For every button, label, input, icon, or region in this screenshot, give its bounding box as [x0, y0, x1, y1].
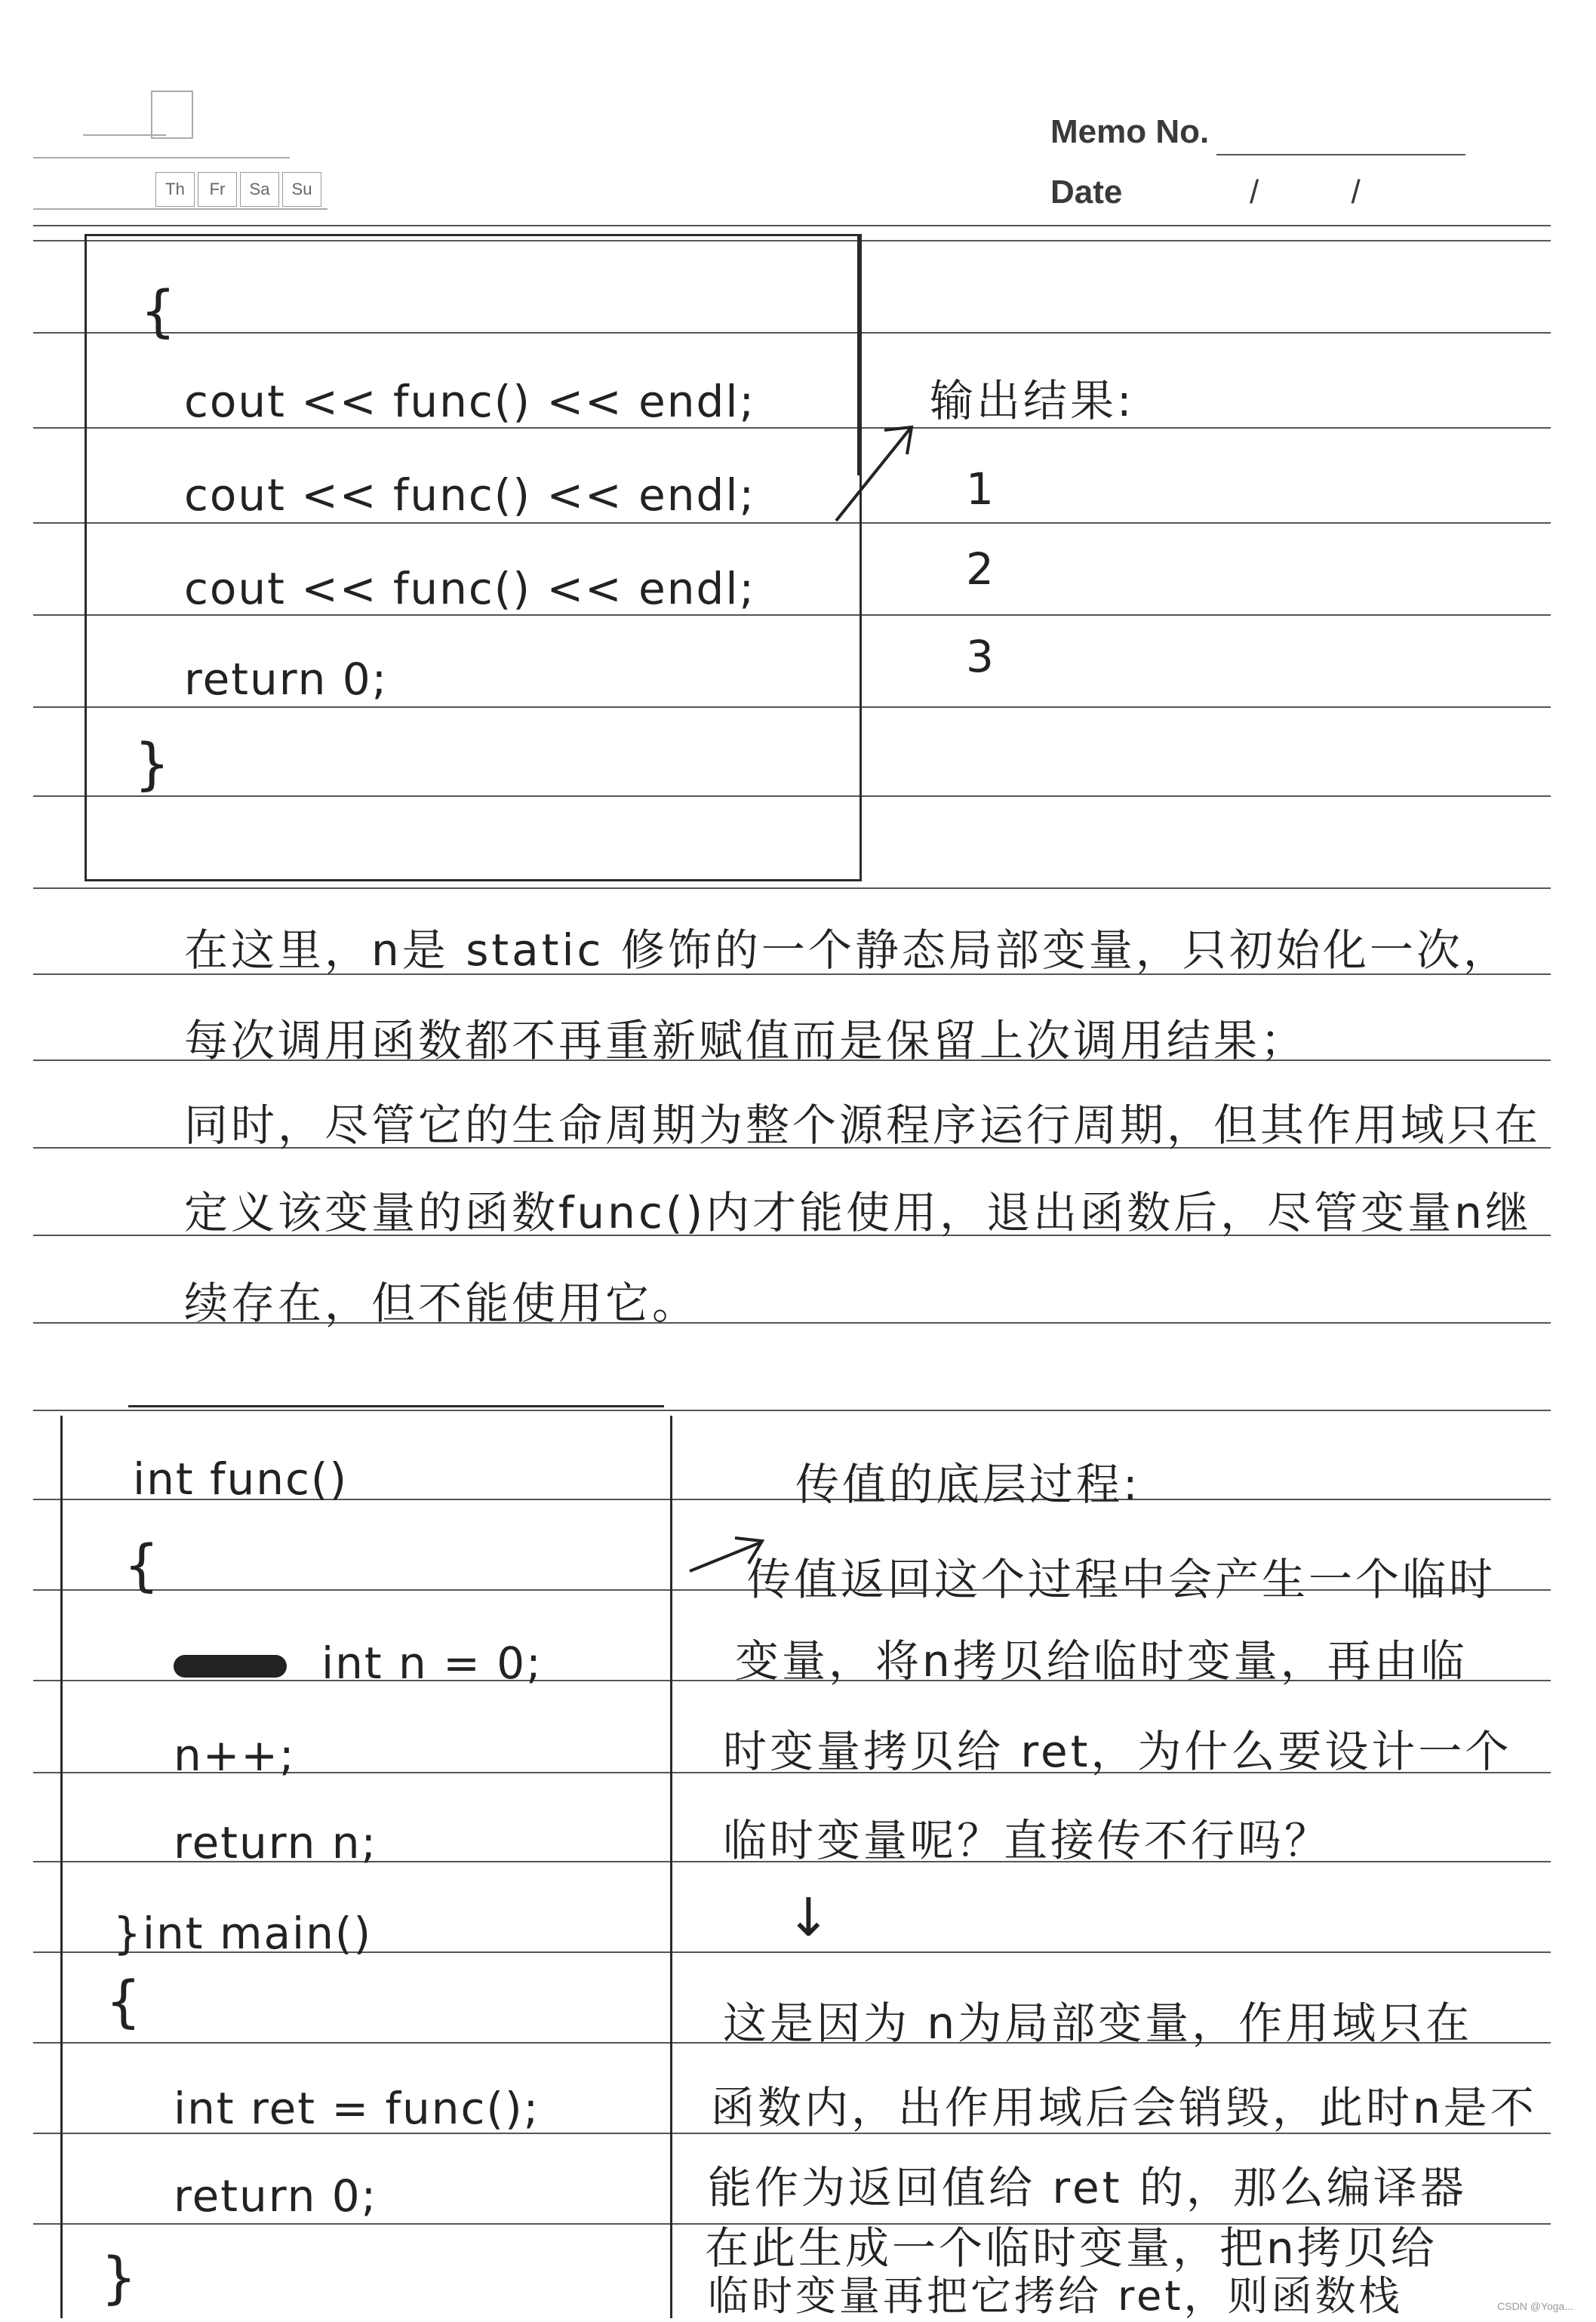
crossed-out-scribble	[174, 1655, 287, 1678]
explanation-line: 函数内，出作用域后会销毁，此时n是不	[711, 2082, 1537, 2133]
output-title: 输出结果:	[930, 375, 1135, 426]
ruled-line	[33, 225, 1551, 226]
code-line: return 0;	[184, 654, 389, 705]
code-box-main	[85, 234, 862, 881]
notebook-logo-mark	[151, 91, 193, 139]
code-line: }	[101, 2246, 139, 2311]
date-label: Date	[1050, 174, 1123, 211]
note-line: 定义该变量的函数func()内才能使用，退出函数后，尽管变量n继	[184, 1187, 1532, 1238]
note-line: 每次调用函数都不再重新赋值而是保留上次调用结果；	[184, 1015, 1308, 1066]
header-short-rule	[83, 134, 166, 136]
code-line: int func()	[133, 1453, 349, 1505]
date-slashes: / /	[1250, 174, 1361, 211]
explanation-title: 传值的底层过程:	[795, 1459, 1141, 1510]
day-cell-su: Su	[282, 172, 321, 207]
code-open-brace: {	[140, 279, 178, 344]
explanation-line: 临时变量再把它拷给 ret，则函数栈	[708, 2272, 1403, 2320]
output-value: 1	[966, 463, 995, 515]
explanation-line: 临时变量呢？直接传不行吗？	[723, 1815, 1332, 1866]
output-value: 2	[966, 543, 995, 595]
code-line: n++;	[174, 1730, 296, 1781]
code-line: int ret = func();	[174, 2083, 540, 2134]
code-box-top-edge	[128, 1405, 664, 1407]
ruled-line	[33, 1410, 1551, 1411]
code-line: cout << func() << endl;	[184, 469, 756, 521]
header-top-rule	[33, 157, 290, 158]
code-line: return n;	[174, 1817, 378, 1868]
watermark-footer: CSDN @Yoga...	[1497, 2300, 1573, 2312]
code-line: {	[124, 1533, 161, 1598]
column-divider	[670, 1416, 672, 2318]
explanation-line: 时变量拷贝给 ret，为什么要设计一个	[723, 1726, 1512, 1777]
pointer-arrow	[830, 415, 921, 528]
code-box-left-edge	[60, 1416, 63, 2318]
explanation-line: 这是因为 n为局部变量，作用域只在	[723, 1998, 1473, 2049]
header-day-rule	[33, 208, 328, 210]
note-line: 续存在，但不能使用它。	[184, 1278, 700, 1329]
memo-no-label: Memo No.	[1050, 113, 1210, 150]
explanation-line: 能作为返回值给 ret 的，那么编译器	[708, 2162, 1467, 2213]
note-line: 在这里，n是 static 修饰的一个静态局部变量，只初始化一次，	[184, 924, 1510, 976]
day-cell-th: Th	[155, 172, 195, 207]
note-line: 同时，尽管它的生命周期为整个源程序运行周期，但其作用域只在	[184, 1099, 1542, 1151]
output-value: 3	[966, 631, 995, 682]
explanation-line: 在此生成一个临时变量，把n拷贝给	[705, 2222, 1438, 2274]
explanation-line: 传值返回这个过程中会产生一个临时	[747, 1554, 1496, 1605]
code-close-brace: }	[134, 732, 172, 797]
ruled-line	[33, 887, 1551, 889]
code-line: {	[106, 1970, 143, 2034]
code-line	[174, 1638, 543, 1689]
day-cell-sa: Sa	[240, 172, 279, 207]
code-line: }int main()	[113, 1908, 373, 1959]
explanation-line: 变量，将n拷贝给临时变量，再由临	[735, 1635, 1468, 1687]
code-line: cout << func() << endl;	[184, 376, 756, 427]
code-line: return 0;	[174, 2170, 378, 2222]
down-arrow: ↓	[786, 1887, 832, 1948]
memo-no-line	[1216, 154, 1465, 155]
code-line: cout << func() << endl;	[184, 563, 756, 614]
day-cell-fr: Fr	[198, 172, 237, 207]
code-line-text: int n = 0;	[321, 1638, 543, 1689]
